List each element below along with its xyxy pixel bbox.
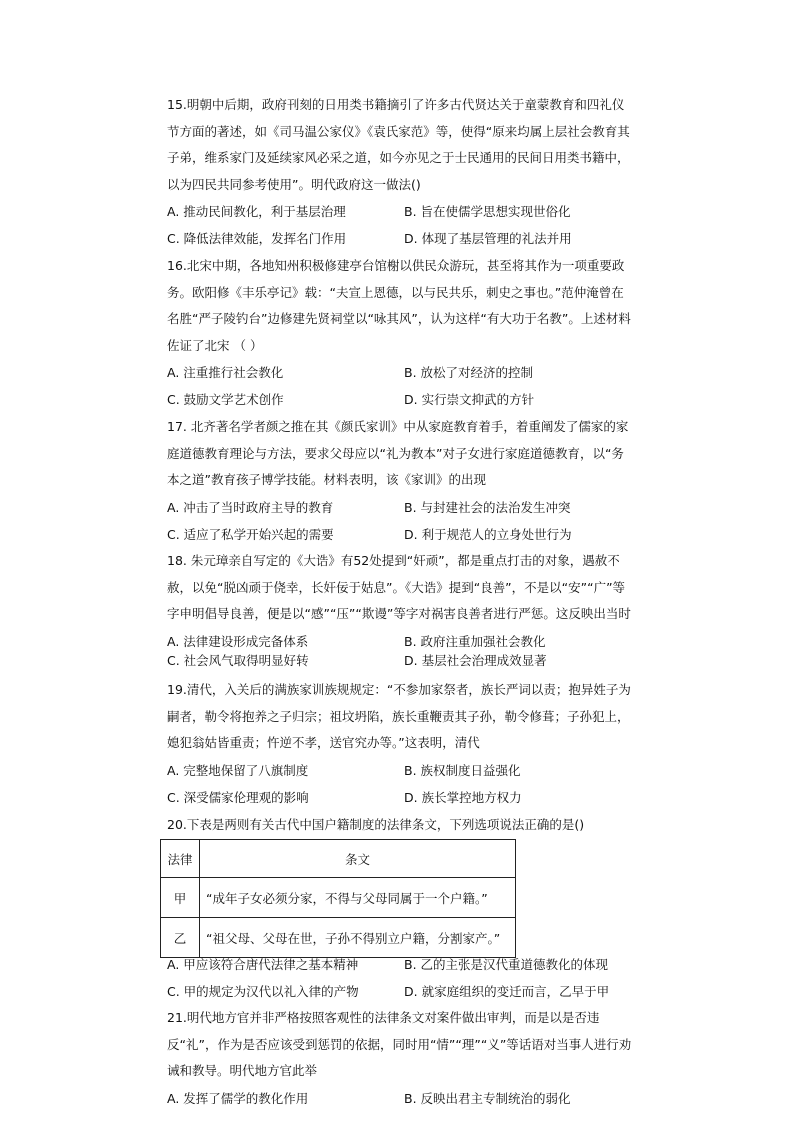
option-d: D. 基层社会治理成效显著 xyxy=(404,652,547,668)
table-cell: “成年子女必须分家，不得与父母同属于一个户籍。” xyxy=(200,878,516,918)
option-a: A. 法律建设形成完备体系 xyxy=(167,633,309,649)
option-c: C. 社会风气取得明显好转 xyxy=(167,652,309,668)
question-16 xyxy=(167,253,632,413)
option-a: A. 冲击了当时政府主导的教育 xyxy=(167,499,334,515)
option-row xyxy=(167,651,632,670)
question-stem: 15.明朝中后期，政府刊刻的日用类书籍摘引了许多古代贤达关于童蒙教育和四礼仪节方面的著述，如《司马温公家仪》《袁氏家范》等，使得“原来均属上层社会教育其子弟，维系家门及延续家风必采之道，如今亦见之于士民通用的民间日用类书籍中，以为四民共同参考使用”。明代政府这一做法() xyxy=(167,97,630,192)
table-cell: 乙 xyxy=(161,918,200,958)
option-a: A. 推动民间教化，利于基层治理 xyxy=(167,204,346,219)
question-18 xyxy=(167,548,632,670)
option-a: A. 甲应该符合唐代法律之基本精神 xyxy=(167,957,359,972)
table-cell: 甲 xyxy=(161,878,200,918)
option-row xyxy=(167,198,632,225)
question-19 xyxy=(167,677,632,811)
option-d: D. 体现了基层管理的礼法并用 xyxy=(404,231,572,246)
option-a: A. 注重推行社会教化 xyxy=(167,365,284,380)
question-21 xyxy=(167,1005,632,1112)
option-row xyxy=(167,978,632,1005)
law-table xyxy=(160,839,516,958)
column-header: 条文 xyxy=(200,840,516,878)
option-d: D. 就家庭组织的变迁而言，乙早于甲 xyxy=(404,984,610,999)
option-b: B. 政府注重加强社会教化 xyxy=(404,633,546,649)
option-row xyxy=(167,386,632,413)
question-15 xyxy=(167,92,632,252)
question-stem: 19.清代，入关后的满族家训族规规定：“不参加家祭者，族长严词以责；抱异姓子为嗣者，勒令将抱养之子归宗；祖坟坍陷，族长重鞭责其子孙，勒令修葺；子孙犯上，媳犯翁姑皆重责；忤逆不孝，送官究办等。”这表明，清代 xyxy=(167,682,631,750)
option-row xyxy=(167,1085,632,1112)
option-row xyxy=(167,359,632,386)
option-d: D. 族长掌控地方权力 xyxy=(404,789,522,805)
option-c: C. 鼓励文学艺术创作 xyxy=(167,392,284,407)
option-row xyxy=(167,757,632,784)
option-row xyxy=(167,632,632,651)
column-header: 法律 xyxy=(161,840,200,878)
option-row xyxy=(167,951,632,978)
option-b: B. 与封建社会的法治发生冲突 xyxy=(404,499,571,515)
option-a: A. 完整地保留了八旗制度 xyxy=(167,762,309,778)
question-20-options xyxy=(167,951,632,1005)
option-b: B. 族权制度日益强化 xyxy=(404,762,521,778)
question-stem: 16.北宋中期，各地知州积极修建亭台馆榭以供民众游玩，甚至将其作为一项重要政务。欧阳修《丰乐亭记》载：“夫宣上恩德，以与民共乐，刺史之事也。”范仲淹曾在名胜“严子陵钓台”边修建先贤祠堂以“咏其风”，认为这样“有大功于名教”。上述材料佐证了北宋 （ ） xyxy=(167,258,631,353)
option-row xyxy=(167,225,632,252)
question-stem: 18. 朱元璋亲自写定的《大诰》有52处提到“奸顽”，都是重点打击的对象，遇赦不赦，以免“脱凶顽于侥幸，长奸佞于姑息”。《大诰》提到“良善”，不是以“安”“广”等字申明倡导良善，便是以“感”“压”“欺谩”等字对祸害良善者进行严惩。这反映出当时 xyxy=(167,553,631,621)
option-b: B. 反映出君主专制统治的弱化 xyxy=(404,1090,571,1106)
option-c: C. 甲的规定为汉代以礼入律的产物 xyxy=(167,984,359,999)
option-row xyxy=(167,784,632,811)
table-cell: “祖父母、父母在世，子孙不得别立户籍，分割家产。” xyxy=(200,918,516,958)
option-d: D. 利于规范人的立身处世行为 xyxy=(404,526,572,542)
option-row xyxy=(167,521,632,548)
option-c: C. 适应了私学开始兴起的需要 xyxy=(167,526,334,542)
option-b: B. 旨在使儒学思想实现世俗化 xyxy=(404,204,571,219)
option-b: B. 乙的主张是汉代重道德教化的体现 xyxy=(404,957,609,972)
question-17 xyxy=(167,414,632,548)
table-row xyxy=(161,878,516,918)
question-stem: 17. 北齐著名学者颜之推在其《颜氏家训》中从家庭教育着手，着重阐发了儒家的家庭道德教育理论与方法，要求父母应以“礼为教本”对子女进行家庭道德教育，以“务本之道”教育孩子博学技能。材料表明，该《家训》的出现 xyxy=(167,419,629,487)
option-row xyxy=(167,494,632,521)
question-stem: 21.明代地方官并非严格按照客观性的法律条文对案件做出审判，而是以是否违反“礼”，作为是否应该受到惩罚的依据，同时用“情”“理”“义”等话语对当事人进行劝诫和教导。明代地方官此举 xyxy=(167,1010,632,1078)
question-20 xyxy=(167,812,632,839)
option-d: D. 实行崇文抑武的方针 xyxy=(404,392,535,407)
option-c: C. 降低法律效能，发挥名门作用 xyxy=(167,231,347,246)
table-header-row xyxy=(161,840,516,878)
option-a: A. 发挥了儒学的教化作用 xyxy=(167,1090,309,1106)
option-b: B. 放松了对经济的控制 xyxy=(404,365,534,380)
question-stem: 20.下表是两则有关古代中国户籍制度的法律条文，下列选项说法正确的是() xyxy=(167,817,585,832)
option-c: C. 深受儒家伦理观的影响 xyxy=(167,789,309,805)
